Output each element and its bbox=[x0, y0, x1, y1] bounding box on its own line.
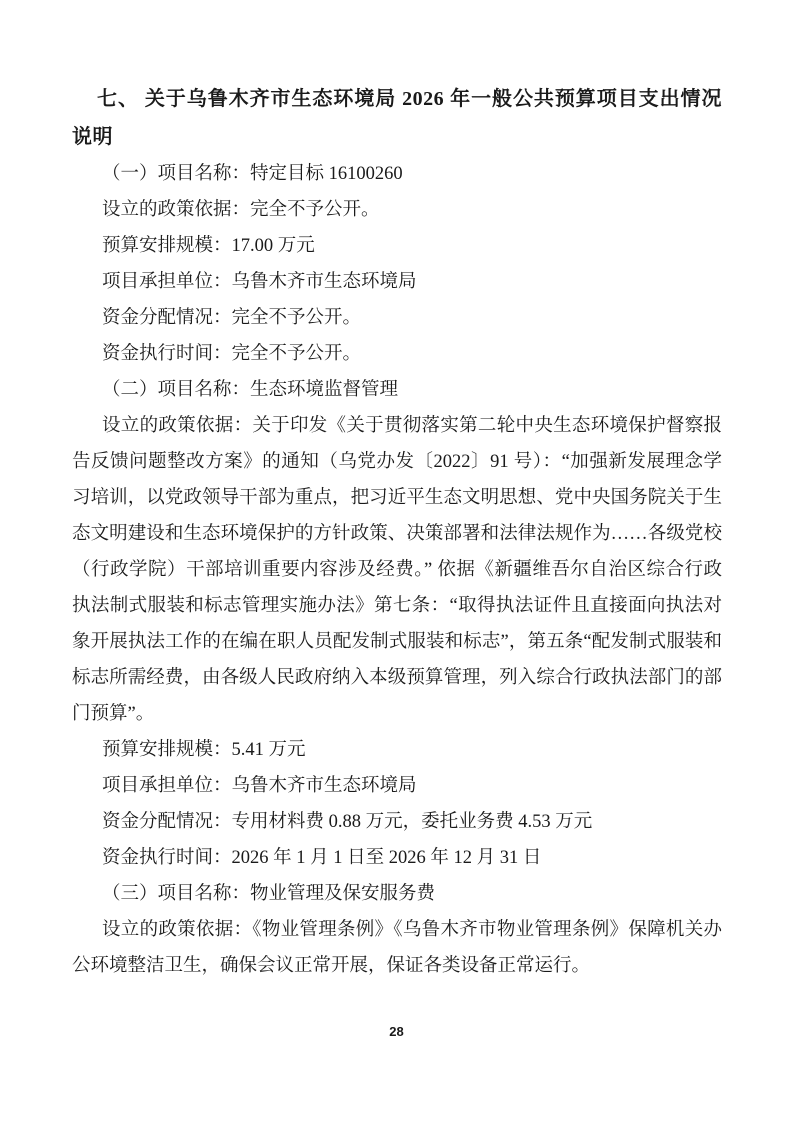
para-project2-unit: 项目承担单位：乌鲁木齐市生态环境局 bbox=[102, 776, 417, 796]
page-number: 28 bbox=[389, 1024, 404, 1039]
para-project2-budget: 预算安排规模：5.41 万元 bbox=[102, 740, 306, 760]
para-project2-name: （二）项目名称：生态环境监督管理 bbox=[102, 380, 399, 400]
para-project1-name: （一）项目名称：特定目标 16100260 bbox=[102, 164, 403, 184]
para-project1-unit: 项目承担单位：乌鲁木齐市生态环境局 bbox=[102, 272, 417, 292]
para-project1-budget: 预算安排规模：17.00 万元 bbox=[102, 236, 315, 256]
para-project1-policy: 设立的政策依据：完全不予公开。 bbox=[102, 200, 380, 220]
para-project2-policy: 设立的政策依据：关于印发《关于贯彻落实第二轮中央生态环境保护督察报告反馈问题整改方案》的通知（乌党办发〔2022〕91 号）：“加强新发展理念学习培训，以党政领导干部为重点，把习近平生态文明思想、党中央国务院关于生态文明建设和生态环境保护的方针政策、决策部署和法律法规作为……各级党校（行政学院）干部培训重要内容涉及经费。” 依据《新疆维吾尔自治区综合行政执法制式服装和标志管理实施办法》第七条：“取得执法证件且直接面向执法对象开展执法工作的在编在职人员配发制式服装和标志”，第五条“配发制式服装和标志所需经费，由各级人民政府纳入本级预算管理，列入综合行政执法部门的部门预算”。 bbox=[72, 416, 722, 724]
para-project1-execution: 资金执行时间：完全不予公开。 bbox=[102, 344, 362, 364]
para-project1-allocation: 资金分配情况：完全不予公开。 bbox=[102, 308, 362, 328]
document-heading: 七、 关于乌鲁木齐市生态环境局 2026 年一般公共预算项目支出情况说明 bbox=[72, 88, 722, 148]
para-project2-allocation: 资金分配情况：专用材料费 0.88 万元，委托业务费 4.53 万元 bbox=[102, 812, 593, 832]
para-project2-execution: 资金执行时间：2026 年 1 月 1 日至 2026 年 12 月 31 日 bbox=[102, 848, 542, 868]
para-project3-name: （三）项目名称：物业管理及保安服务费 bbox=[102, 884, 436, 904]
document-body bbox=[72, 156, 722, 984]
para-project3-policy: 设立的政策依据：《物业管理条例》《乌鲁木齐市物业管理条例》保障机关办公环境整洁卫生，确保会议正常开展，保证各类设备正常运行。 bbox=[72, 920, 722, 976]
